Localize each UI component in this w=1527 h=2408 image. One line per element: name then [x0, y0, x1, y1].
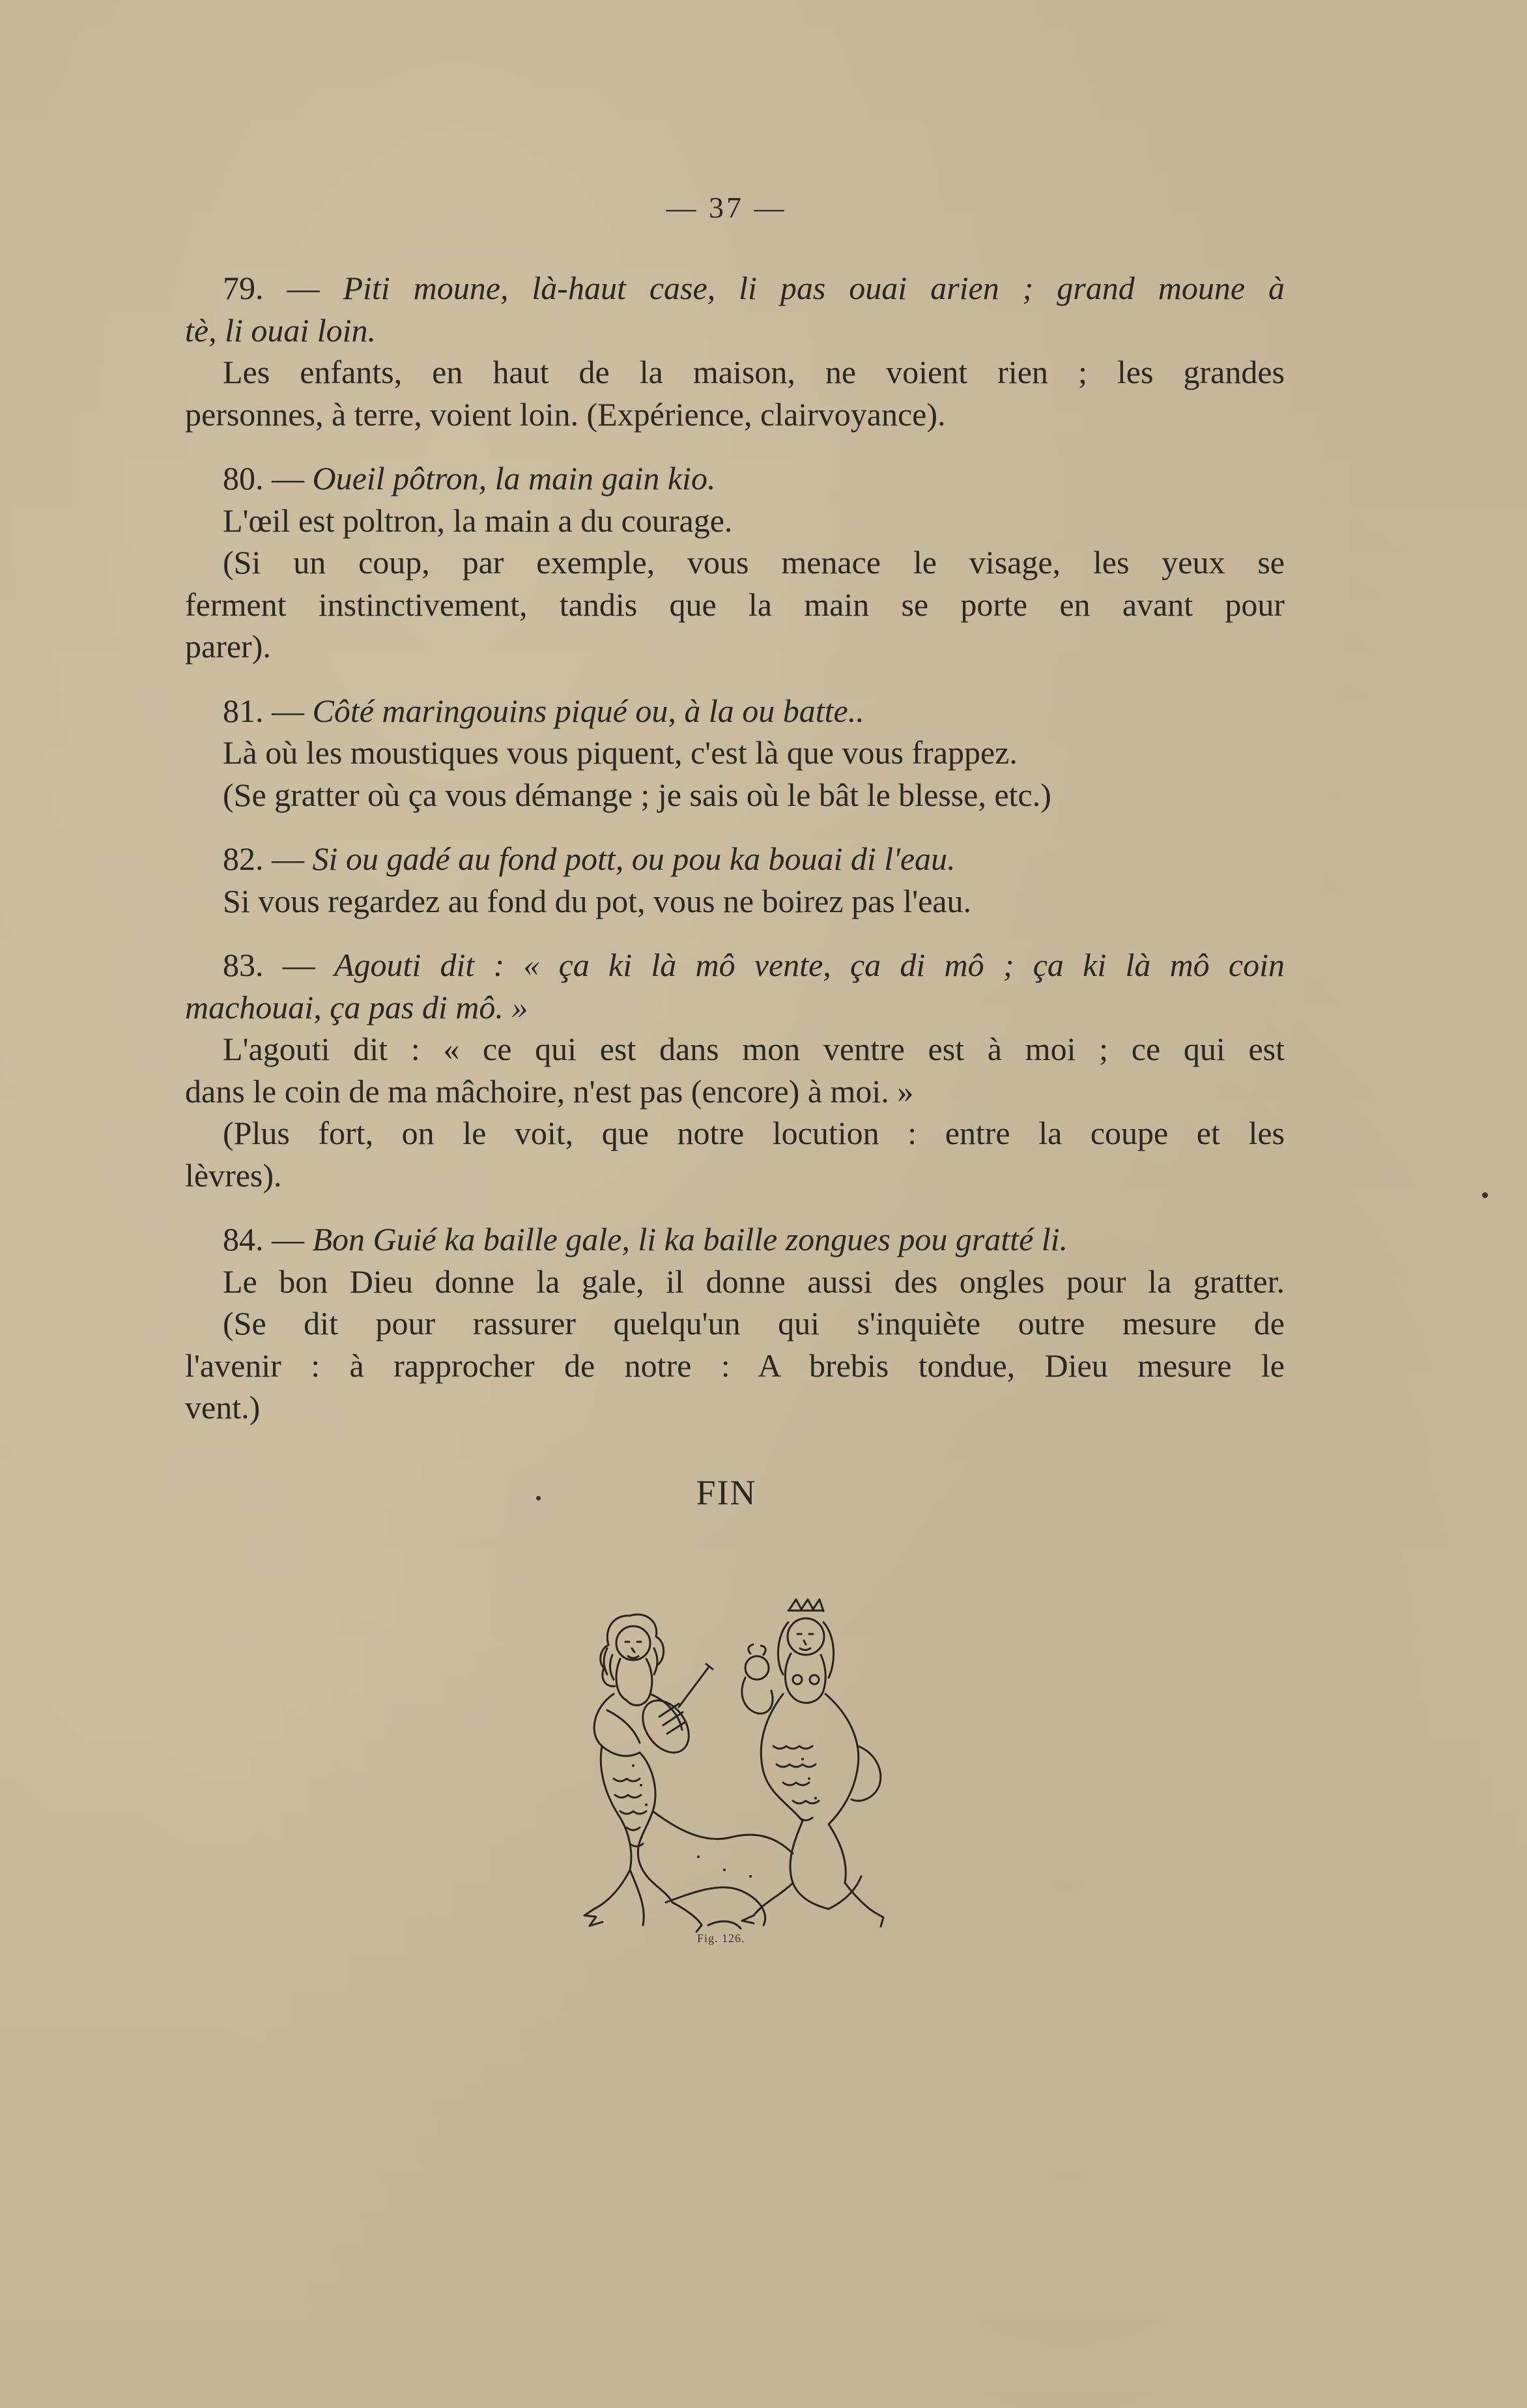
- proverb-entry-83: [185, 944, 1285, 1196]
- translation-line: Le bon Dieu donne la gale, il donne aussi des ongles pour la gratter.: [223, 1263, 1285, 1300]
- proverb-line: [185, 457, 1285, 500]
- commentary-line: parer).: [185, 628, 271, 665]
- entry-number: 81. —: [223, 692, 313, 729]
- proverb-line: [185, 838, 1285, 880]
- proverb-entry-81: [185, 690, 1285, 816]
- proverbs-text: [185, 267, 1285, 1451]
- commentary-line: (Se dit pour rassurer quelqu'un qui s'inquiète outre mesure de: [223, 1305, 1285, 1341]
- proverb-line: [185, 690, 1285, 732]
- commentary-line: lèvres).: [185, 1156, 282, 1194]
- creole-proverb: Bon Guié ka baille gale, li ka baille zongues pou gratté li.: [312, 1221, 1068, 1257]
- translation-line: dans le coin de ma mâchoire, n'est pas (encore) à moi. »: [185, 1072, 914, 1110]
- proverb-line: [185, 1218, 1285, 1261]
- entry-number: 80. —: [223, 460, 313, 496]
- entry-number: 83. —: [223, 947, 334, 983]
- commentary-line: l'avenir : à rapprocher de notre : A brebis tondue, Dieu mesure le: [185, 1347, 1285, 1384]
- translation-line: Si vous regardez au fond du pot, vous ne boirez pas l'eau.: [223, 882, 971, 919]
- translation-line: L'agouti dit : « ce qui est dans mon ventre est à moi ; ce qui est: [223, 1031, 1285, 1067]
- creole-proverb: Agouti dit : « ça ki là mô vente, ça di mô ; ça ki là mô coin: [334, 947, 1285, 983]
- speck-dot: [1482, 1192, 1488, 1198]
- page-number: — 37 —: [666, 191, 787, 224]
- entry-number: 79. —: [223, 270, 343, 306]
- entry-number: 84. —: [223, 1221, 313, 1257]
- proverb-line: machouai, ça pas di mô. »: [185, 988, 528, 1025]
- commentary-line: (Si un coup, par exemple, vous menace le visage, les yeux se: [223, 544, 1285, 580]
- translation-line: L'œil est poltron, la main a du courage.: [223, 502, 733, 539]
- merfolk-woodcut-illustration: [568, 1596, 894, 1935]
- commentary-line: (Se gratter où ça vous démange ; je sais où le bât le blesse, etc.): [223, 776, 1051, 813]
- proverb-entry-79: [185, 267, 1285, 435]
- proverb-line: tè, li ouai loin.: [185, 311, 377, 349]
- creole-proverb: Si ou gadé au fond pott, ou pou ka bouai di l'eau.: [312, 840, 956, 877]
- proverb-entry-80: [185, 457, 1285, 668]
- entry-number: 82. —: [223, 840, 313, 877]
- commentary-line: ferment instinctivement, tandis que la main se porte en avant pour: [185, 586, 1285, 623]
- translation-line: Les enfants, en haut de la maison, ne voient rien ; les grandes: [223, 354, 1285, 390]
- commentary-line: vent.): [185, 1389, 261, 1426]
- figure-caption: Fig. 126.: [697, 1932, 745, 1945]
- fin-heading: FIN: [696, 1473, 757, 1512]
- proverb-line: [185, 267, 1285, 309]
- proverb-entry-82: [185, 838, 1285, 922]
- creole-proverb: Oueil pôtron, la main gain kio.: [312, 460, 716, 496]
- proverb-entry-84: [185, 1218, 1285, 1429]
- creole-proverb: Côté maringouins piqué ou, à la ou batte..: [312, 692, 864, 729]
- proverb-line: [185, 944, 1285, 986]
- translation-line: personnes, à terre, voient loin. (Expérience, clairvoyance).: [185, 395, 946, 433]
- translation-line: Là où les moustiques vous piquent, c'est là que vous frappez.: [223, 734, 1018, 771]
- commentary-line: (Plus fort, on le voit, que notre locution : entre la coupe et les: [223, 1115, 1285, 1151]
- creole-proverb: Piti moune, là-haut case, li pas ouai arien ; grand moune à: [343, 270, 1285, 306]
